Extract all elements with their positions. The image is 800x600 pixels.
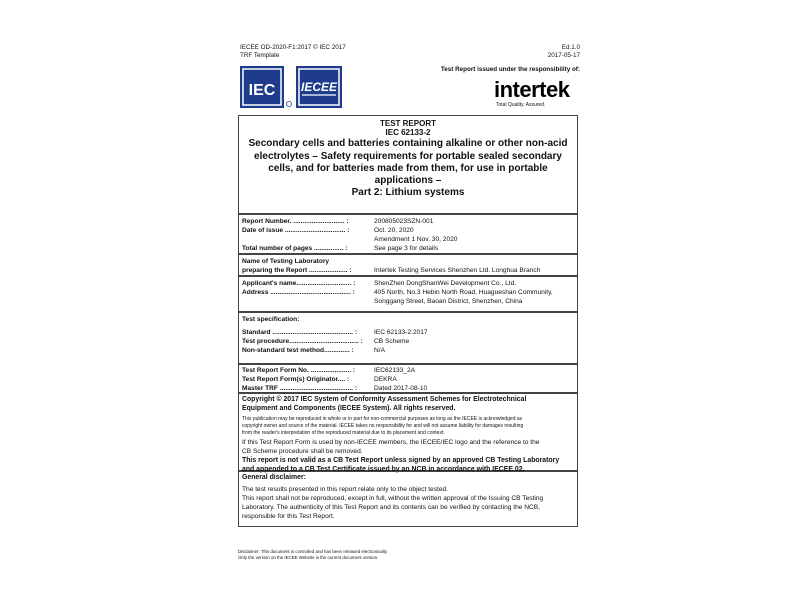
report-info-section [238, 214, 578, 254]
copyright-line-2: Equipment and Components (IECEE System). All rights reserved. [242, 405, 456, 413]
address-line-2: Songgang Street, Baoan District, Shenzhen, China [374, 298, 523, 305]
title-line-3: cells, and for batteries made from them, for use in portable [268, 162, 548, 174]
applicant-section [238, 276, 578, 312]
form-no-label: Test Report Form No. ...................... : [242, 367, 356, 374]
date-issue-row [239, 226, 577, 235]
copyright-section [238, 393, 578, 474]
amendment-value: Amendment 1 Nov. 30, 2020 [374, 236, 458, 243]
svg-text:IEC: IEC [248, 82, 276, 99]
intertek-tagline: Total Quality. Assured. [496, 102, 546, 108]
standard-heading: IEC 62133-2 [385, 128, 431, 137]
svg-text:IECEE: IECEE [300, 80, 338, 94]
originator-label: Test Report Form(s) Originator.... : [242, 376, 350, 383]
copyright-small-1: This publication may be reproduced in whole or in part for non-commercial purposes as long as the IECEE is acknowledged as [242, 415, 523, 422]
copyright-small-3: from the reader's interpretation of the reproduced material due to its placement and context. [242, 430, 445, 437]
procedure-row [239, 337, 577, 346]
title-block [238, 115, 578, 214]
lab-label-2: preparing the Report ..................... : [242, 267, 352, 274]
originator-row [239, 375, 577, 384]
test-report-heading: TEST REPORT [379, 119, 436, 128]
document-page [236, 44, 580, 566]
procedure-label: Test procedure...................................... : [242, 338, 363, 345]
title-line-4: applications – [374, 174, 442, 186]
copyright-small-2: copyright owner and source of the material. IECEE takes no responsibility for and will not assume liability for damages resulting [242, 423, 524, 429]
disclaimer-heading: General disclaimer: [242, 474, 306, 481]
footer-line-1: Disclaimer: This document is controlled and has been released electronically. [238, 549, 388, 554]
title-part: Part 2: Lithium systems [351, 186, 465, 198]
address-line-1: 405 North, No.3 Hebin North Road, Huagueshan Community, [374, 289, 553, 296]
form-no-value: IEC62133_2A [374, 367, 416, 374]
responsibility-text: Test Report issued under the responsibility of: [440, 66, 580, 73]
disclaimer-line-4: responsible for this Test Report. [242, 513, 335, 521]
nonstd-label: Non-standard test method.............. : [242, 347, 354, 354]
standard-row [239, 328, 577, 337]
validity-line-2: and appended to a CB Test Certificate issued by an NCB in accordance with IECEE 02. [242, 466, 525, 474]
pages-row [239, 244, 577, 253]
iec-iecee-logos [240, 64, 344, 110]
applicant-value: ShenZhen DongShanWei Development Co., Ltd. [374, 280, 517, 287]
applicant-row [239, 279, 577, 288]
report-number-value: 200805023SZN-001 [374, 218, 434, 225]
disclaimer-line-1: The test results presented in this report relate only to the object tested. [242, 486, 448, 494]
title-line-1: Secondary cells and batteries containing alkaline or other non-acid [248, 138, 568, 149]
non-iecee-line-1: If this Test Report Form is used by non-IECEE members, the IECEE/IEC logo and the reference to the [242, 438, 540, 446]
copyright-line-1: Copyright © 2017 IEC System of Conformity Assessment Schemes for Electrotechnical [242, 396, 527, 403]
applicant-label: Applicant's name.............................. : [242, 280, 356, 287]
lab-section [238, 254, 578, 276]
disclaimer-line-3: Laboratory. The authenticity of this Test Report and its contents can be verified by contacting the NCB, [242, 504, 540, 512]
address-row [239, 288, 577, 297]
pages-label: Total number of pages ................ : [242, 245, 348, 252]
spec-heading: Test specification: [242, 316, 300, 323]
footer-line-2: Only the version on the IECEE Website is the current document version. [238, 555, 379, 560]
disclaimer-section [238, 471, 578, 527]
title-line-2: electrolytes – Safety requirements for portable sealed secondary [254, 150, 562, 162]
edition-date: 2017-05-17 [547, 52, 580, 59]
nonstd-value: N/A [374, 347, 385, 354]
form-no-row [239, 366, 577, 375]
originator-value: DEKRA [374, 376, 397, 383]
pages-value: See page 3 for details [374, 245, 439, 252]
template-label: TRF Template [240, 52, 280, 59]
standard-value: IEC 62133-2:2017 [374, 329, 428, 336]
report-number-row [239, 217, 577, 226]
date-issue-value: Oct. 20, 2020 [374, 227, 414, 234]
footer [238, 549, 388, 561]
lab-value: Intertek Testing Services Shenzhen Ltd. Longhua Branch [374, 267, 541, 274]
header-left [240, 44, 346, 60]
address-label: Address ............................................ : [242, 289, 355, 296]
lab-label-1: Name of Testing Laboratory [242, 258, 330, 265]
validity-line-1: This report is not valid as a CB Test Report unless signed by an approved CB Testing Laboratory [242, 456, 560, 464]
form-id: IECEE OD-2020-F1:2017 © IEC 2017 [240, 44, 346, 51]
edition: Ed.1.0 [561, 44, 580, 51]
master-value: Dated 2017-08-10 [374, 385, 428, 392]
master-label: Master TRF ........................................ : [242, 385, 358, 392]
report-number-label: Report Number. ............................ : [242, 218, 349, 225]
standard-label: Standard ............................................ : [242, 329, 358, 336]
iec-iecee-logo-graphic [240, 64, 344, 110]
nonstd-row [239, 346, 577, 355]
trf-section [238, 364, 578, 393]
intertek-logo [494, 78, 578, 108]
header-right [548, 44, 580, 60]
disclaimer-line-2: This report shall not be reproduced, except in full, without the written approval of the Issuing CB Testing [242, 495, 544, 503]
amendment-row [239, 235, 577, 244]
procedure-value: CB Scheme [374, 338, 410, 345]
master-row [239, 384, 577, 393]
test-spec-section [238, 312, 578, 364]
intertek-wordmark: intertek [494, 77, 570, 102]
non-iecee-line-2: CB Scheme procedure shall be removed. [242, 447, 363, 455]
date-issue-label: Date of issue ................................. : [242, 227, 350, 234]
